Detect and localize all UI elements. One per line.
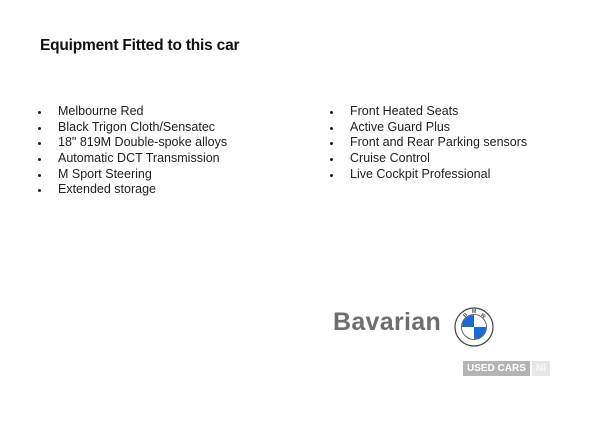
bullet-icon <box>330 174 333 177</box>
equipment-list-right <box>330 104 527 182</box>
bullet-icon <box>330 142 333 145</box>
list-item: Extended storage <box>38 182 227 198</box>
svg-text:W: W <box>479 312 487 320</box>
dealer-logo-text: Bavarian <box>333 308 442 336</box>
svg-text:M: M <box>472 309 477 315</box>
used-cars-label: USED CARS <box>463 361 530 376</box>
region-label: NI <box>532 361 550 376</box>
bullet-icon <box>38 111 41 114</box>
page-title: Equipment Fitted to this car <box>40 37 240 54</box>
list-item: M Sport Steering <box>38 167 227 183</box>
bullet-icon <box>38 127 41 130</box>
bullet-icon <box>38 158 41 161</box>
bullet-icon <box>38 189 41 192</box>
list-item: Front Heated Seats <box>330 104 527 120</box>
list-item: Active Guard Plus <box>330 120 527 136</box>
equipment-list-left <box>38 104 227 198</box>
used-cars-badge <box>463 361 550 376</box>
list-item: Live Cockpit Professional <box>330 167 527 183</box>
bullet-icon <box>38 174 41 177</box>
list-item: Black Trigon Cloth/Sensatec <box>38 120 227 136</box>
svg-text:B: B <box>462 312 469 319</box>
list-item: 18" 819M Double-spoke alloys <box>38 135 227 151</box>
list-item: Melbourne Red <box>38 104 227 120</box>
list-item: Cruise Control <box>330 151 527 167</box>
list-item: Automatic DCT Transmission <box>38 151 227 167</box>
list-item: Front and Rear Parking sensors <box>330 135 527 151</box>
bullet-icon <box>38 142 41 145</box>
bullet-icon <box>330 127 333 130</box>
bullet-icon <box>330 111 333 114</box>
bullet-icon <box>330 158 333 161</box>
bmw-roundel-icon <box>454 307 494 347</box>
